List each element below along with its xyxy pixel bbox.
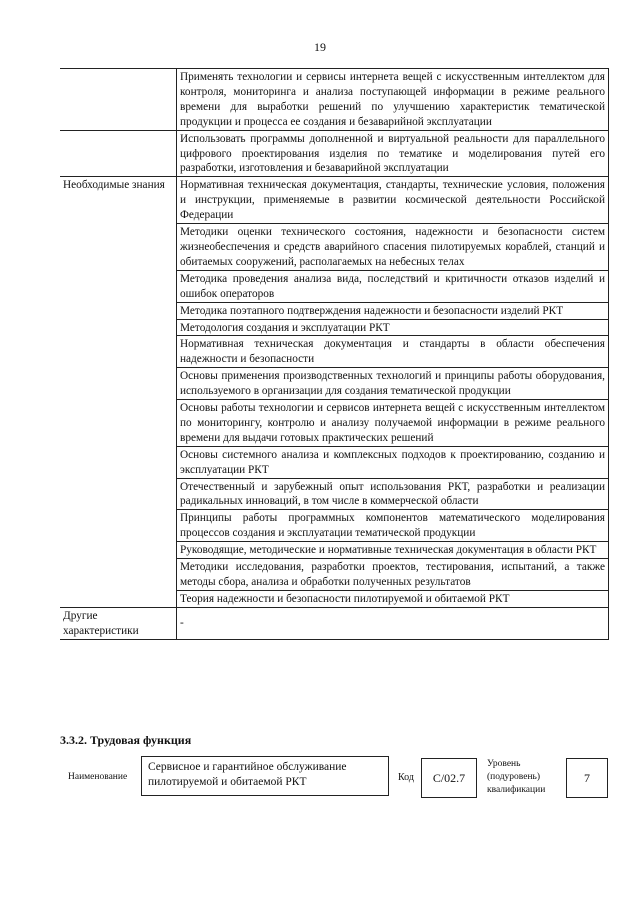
name-caption: Наименование [68,772,128,782]
table-row [60,177,609,224]
knowledge-cell: Нормативная техническая документация и стандарты в области обеспечения надежности и безопасности [177,336,609,368]
empty-label-cell [60,130,177,177]
qualification-level-box: 7 [566,758,608,798]
skill-cell: Использовать программы дополненной и виртуальной реальности для параллельного цифрового проектирования изделия по тематике и моделирования путей его разработки, изготовления и безаварийной эксплуатации [177,130,609,177]
code-caption: Код [398,772,414,783]
knowledge-cell: Методика проведения анализа вида, последствий и критичности отказов изделий и ошибок операторов [177,270,609,302]
knowledge-cell: Отечественный и зарубежный опыт использования РКТ, разработки и реализации радикальных инноваций, в том числе в коммерческой области [177,478,609,510]
other-characteristics-value: - [177,607,609,639]
section-title: 3.3.2. Трудовая функция [60,733,192,747]
table-row [60,69,609,131]
knowledge-cell: Теория надежности и безопасности пилотируемой и обитаемой РКТ [177,590,609,607]
knowledge-cell: Основы системного анализа и комплексных подходов к проектированию, созданию и эксплуатации РКТ [177,446,609,478]
knowledge-cell: Методология создания и эксплуатации РКТ [177,319,609,336]
function-name-box: Сервисное и гарантийное обслуживание пилотируемой и обитаемой РКТ [141,756,389,796]
knowledge-cell: Методики исследования, разработки проектов, тестирования, испытаний, а также методы сбора, анализа и обработки полученных результатов [177,559,609,591]
other-characteristics-label: Другие характеристики [60,607,177,639]
level-caption: Уровень (подуровень) квалификации [487,759,546,795]
function-code-box: С/02.7 [421,758,477,798]
page-number: 19 [314,40,326,54]
table-row [60,607,609,639]
knowledge-cell: Нормативная техническая документация, стандарты, технические условия, положения и инструкции, применяемые в развитии космической деятельности Российской Федерации [177,177,609,224]
required-knowledge-label: Необходимые знания [60,177,177,607]
knowledge-cell: Принципы работы программных компонентов математического моделирования процессов создания и эксплуатации тематической продукции [177,510,609,542]
knowledge-cell: Методики оценки технического состояния, надежности и безопасности систем жизнеобеспечения и средств аварийного спасения пилотируемых кораблей, станций и обитаемых сооружений, располагаемых на небесных телах [177,224,609,271]
knowledge-cell: Основы работы технологии и сервисов интернета вещей с искусственным интеллектом по мониторингу, контролю и анализу получаемой информации в режиме реального времени для выдачи готовых практических решений [177,400,609,447]
knowledge-cell: Руководящие, методические и нормативные техническая документация в области РКТ [177,542,609,559]
table-row [60,130,609,177]
knowledge-table [60,68,609,640]
skill-cell: Применять технологии и сервисы интернета вещей с искусственным интеллектом для контроля, мониторинга и анализа поступающей информации в режиме реального времени для выработки решений по улучшению характеристик тематической продукции и процесса ее создания и безаварийной эксплуатации [177,69,609,131]
empty-label-cell [60,69,177,131]
knowledge-cell: Основы применения производственных технологий и принципы работы оборудования, используемого в организации для создания тематической продукции [177,368,609,400]
knowledge-cell: Методика поэтапного подтверждения надежности и безопасности изделий РКТ [177,302,609,319]
